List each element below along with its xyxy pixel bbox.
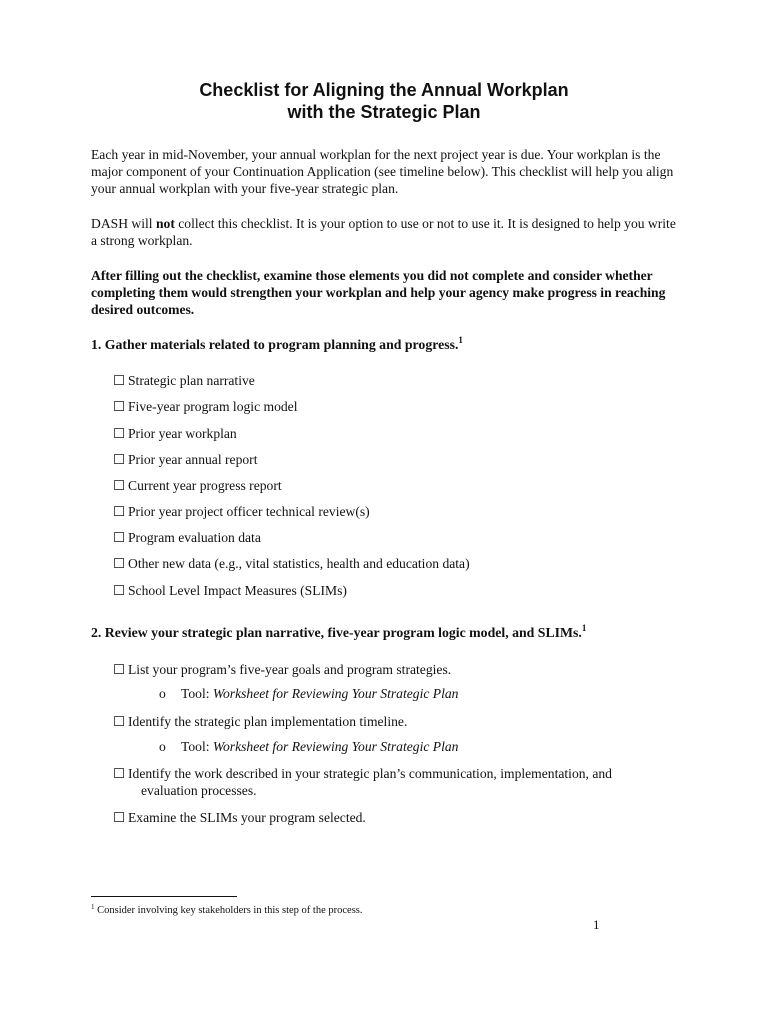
checkbox-icon[interactable]: ☐ xyxy=(113,426,126,441)
checklist-item-label: Other new data (e.g., vital statistics, health and education data) xyxy=(128,556,470,571)
checklist-item-label: Strategic plan narrative xyxy=(128,373,255,388)
intro-p2-start: DASH will xyxy=(91,216,156,231)
intro-paragraph-1: Each year in mid-November, your annual workplan for the next project year is due. Your workplan is the major component of your Continuation Application (see timeline below). This checklist will help you align your annual workplan with your five-year strategic plan. xyxy=(91,147,674,196)
checkbox-icon[interactable]: ☐ xyxy=(113,766,126,781)
checklist-item[interactable] xyxy=(113,713,693,730)
checklist-item[interactable] xyxy=(113,661,693,678)
section-1-heading-text: 1. Gather materials related to program planning and progress. xyxy=(91,337,459,352)
checkbox-icon[interactable]: ☐ xyxy=(113,810,126,825)
sub-bullet-icon: o xyxy=(159,739,166,754)
intro-paragraph-2 xyxy=(91,215,681,249)
checkbox-icon[interactable]: ☐ xyxy=(113,530,126,545)
checklist-item[interactable] xyxy=(113,477,693,494)
checklist-item[interactable] xyxy=(113,809,693,826)
checklist-item[interactable] xyxy=(113,398,693,415)
checkbox-icon[interactable]: ☐ xyxy=(113,504,126,519)
checklist-item-label: List your program’s five-year goals and program strategies. xyxy=(128,662,452,677)
checklist-item-label: Program evaluation data xyxy=(128,530,261,545)
checklist-item[interactable] xyxy=(113,425,693,442)
footnote-divider xyxy=(91,896,237,897)
title-line-1: Checklist for Aligning the Annual Workplan xyxy=(199,80,569,100)
intro-p2-end: collect this checklist. It is your option to use or not to use it. It is designed to help you write a strong workplan. xyxy=(91,216,676,248)
tool-label: Tool: xyxy=(181,686,213,701)
section-2-heading-text: 2. Review your strategic plan narrative, five-year program logic model, and SLIMs. xyxy=(91,625,582,640)
page-number: 1 xyxy=(593,917,600,932)
checklist-item[interactable] xyxy=(113,372,693,389)
section-1-footnote-ref: 1 xyxy=(458,335,463,345)
checklist-item-label: Prior year annual report xyxy=(128,452,258,467)
intro-paragraph-3: After filling out the checklist, examine those elements you did not complete and consider whether completing them would strengthen your workplan and help your agency make progress in reaching desired outcomes. xyxy=(91,268,666,317)
sub-bullet-icon: o xyxy=(159,686,166,701)
checklist-item-label-continued: evaluation processes. xyxy=(141,783,257,798)
checkbox-icon[interactable]: ☐ xyxy=(113,556,126,571)
checklist-item-label: Examine the SLIMs your program selected. xyxy=(128,810,366,825)
tool-reference xyxy=(159,738,659,755)
checklist-item-label: Identify the strategic plan implementation timeline. xyxy=(128,714,408,729)
checkbox-icon[interactable]: ☐ xyxy=(113,583,126,598)
checkbox-icon[interactable]: ☐ xyxy=(113,662,126,677)
footnote-marker: 1 xyxy=(91,903,95,911)
checklist-item-label: Prior year workplan xyxy=(128,426,237,441)
checklist-item-label: Identify the work described in your strategic plan’s communication, implementation, and xyxy=(128,766,612,781)
footnote-text: Consider involving key stakeholders in this step of the process. xyxy=(94,905,363,916)
checklist-item[interactable] xyxy=(113,451,693,468)
checkbox-icon[interactable]: ☐ xyxy=(113,399,126,414)
checkbox-icon[interactable]: ☐ xyxy=(113,478,126,493)
checklist-item-label: Prior year project officer technical review(s) xyxy=(128,504,370,519)
checklist-item[interactable] xyxy=(113,765,693,799)
checklist-item[interactable] xyxy=(113,582,693,599)
checkbox-icon[interactable]: ☐ xyxy=(113,452,126,467)
tool-reference xyxy=(159,685,659,702)
tool-worksheet-link: Worksheet for Reviewing Your Strategic Plan xyxy=(212,686,459,701)
checklist-item-label: Current year progress report xyxy=(128,478,282,493)
section-2-footnote-ref: 1 xyxy=(581,623,587,633)
section-1-heading xyxy=(91,336,711,354)
checklist-item[interactable] xyxy=(113,555,693,572)
checkbox-icon[interactable]: ☐ xyxy=(113,373,126,388)
checklist-item[interactable] xyxy=(113,529,693,546)
intro-p2-emphasis: not xyxy=(155,216,175,231)
checklist-item-label: Five-year program logic model xyxy=(128,399,298,414)
section-2-heading xyxy=(91,624,711,642)
tool-label: Tool: xyxy=(181,739,213,754)
checklist-item-label: School Level Impact Measures (SLIMs) xyxy=(128,583,347,598)
page-title xyxy=(0,79,768,123)
title-line-2: with the Strategic Plan xyxy=(287,102,481,122)
checklist-item[interactable] xyxy=(113,503,693,520)
footnote xyxy=(91,904,591,917)
checkbox-icon[interactable]: ☐ xyxy=(113,714,126,729)
tool-worksheet-link: Worksheet for Reviewing Your Strategic Plan xyxy=(212,739,459,754)
